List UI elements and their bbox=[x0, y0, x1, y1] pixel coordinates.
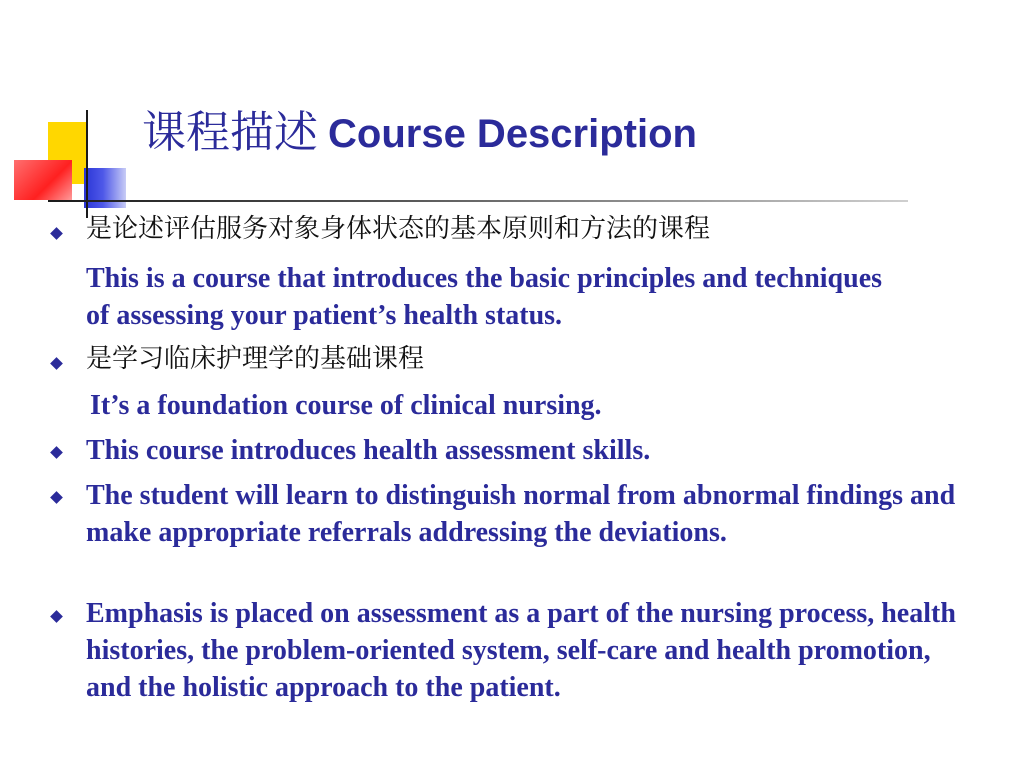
bullet-text-4: The student will learn to distinguish normal from abnormal findings and make appropriate referrals addressing the deviations. bbox=[86, 480, 956, 548]
bullet-text-en-1: This is a course that introduces the basic principles and techniques of assessing your patient’s health status. bbox=[86, 263, 883, 331]
bullet-text-en-2: It’s a foundation course of clinical nursing. bbox=[90, 390, 602, 421]
diamond-icon bbox=[50, 446, 63, 459]
bullet-text-3: This course introduces health assessment skills. bbox=[86, 435, 651, 466]
blue-square-decoration bbox=[84, 168, 126, 208]
diamond-icon bbox=[50, 357, 63, 370]
title-chinese: 课程描述 bbox=[142, 107, 318, 158]
title-underline bbox=[48, 200, 908, 202]
diamond-icon bbox=[50, 491, 63, 504]
bullet-text-zh-1: 是论述评估服务对象身体状态的基本原则和方法的课程 bbox=[86, 214, 711, 244]
bullet-text-5: Emphasis is placed on assessment as a part of the nursing process, health histories, the problem-oriented system, self-care and health promotion, and the holistic approach to the patient. bbox=[86, 598, 956, 703]
red-square-decoration bbox=[14, 160, 72, 200]
diamond-icon bbox=[50, 227, 63, 240]
bullet-text-zh-2: 是学习临床护理学的基础课程 bbox=[86, 344, 425, 374]
slide-title bbox=[142, 96, 697, 160]
title-english: Course Description bbox=[328, 112, 697, 156]
diamond-icon bbox=[50, 610, 63, 623]
